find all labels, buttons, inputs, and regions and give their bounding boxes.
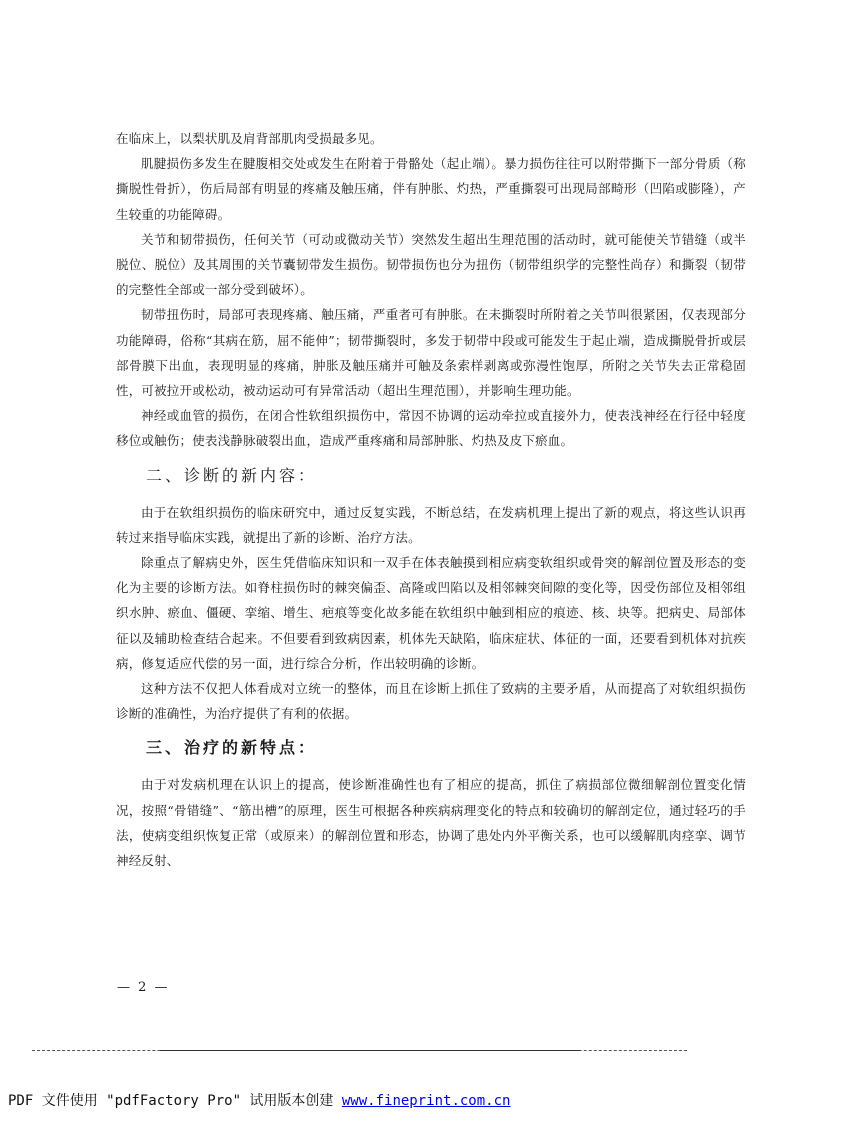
section-heading-treatment: 三、治疗的新特点： [146, 738, 318, 758]
paragraph: 关节和韧带损伤，任何关节（可动或微动关节）突然发生超出生理范围的活动时，就可能使关节错缝（或半脱位、脱位）及其周围的关节囊韧带发生损伤。韧带损伤也分为扭伤（韧带组织学的完整性尚存）和撕裂（韧带的完整性全部或一部分受到破坏）。 [116, 231, 746, 298]
section-heading-diagnosis: 二、诊断的新内容： [146, 465, 318, 485]
footer-text: PDF 文件使用 "pdfFactory Pro" 试用版本创建 [8, 1093, 342, 1109]
paragraph: 由于对发病机理在认识上的提高，使诊断准确性也有了相应的提高，抓住了病损部位微细解剖位置变化情况，按照“骨错缝”、“筋出槽”的原理，医生可根据各种疾病病理变化的特点和较确切的解剖定位，通过轻巧的手法，使病变组织恢复正常（或原来）的解剖位置和形态，协调了患处内外平衡关系，也可以缓解肌肉痉挛、调节神经反射、 [116, 777, 746, 869]
footer-link[interactable]: www.fineprint.com.cn [341, 1093, 511, 1109]
paragraph: 这种方法不仅把人体看成对立统一的整体，而且在诊断上抓住了致病的主要矛盾，从而提高了对软组织损伤诊断的准确性，为治疗提供了有利的依据。 [116, 681, 746, 722]
page-number: — 2 — [117, 980, 170, 995]
paragraph: 在临床上，以梨状肌及肩背部肌肉受损最多见。 [116, 131, 383, 146]
paragraph: 由于在软组织损伤的临床研究中，通过反复实践，不断总结，在发病机理上提出了新的观点，将这些认识再转过来指导临床实践，就提出了新的诊断、治疗方法。 [116, 504, 746, 545]
body-text [116, 126, 746, 873]
pdf-footer [8, 1090, 510, 1110]
paragraph: 神经或血管的损伤，在闭合性软组织损伤中，常因不协调的运动牵拉或直接外力，使表浅神经在行径中轻度移位或触伤；使表浅静脉破裂出血，造成严重疼痛和局部肿胀、灼热及皮下瘀血。 [116, 408, 746, 449]
paragraph: 肌腱损伤多发生在腱腹相交处或发生在附着于骨骼处（起止端）。暴力损伤往往可以附带撕下一部分骨质（称撕脱性骨折），伤后局部有明显的疼痛及触压痛，伴有肿胀、灼热，严重撕裂可出现局部畸形（凹陷或膨隆），产生较重的功能障碍。 [116, 156, 746, 222]
paragraph: 除重点了解病史外，医生凭借临床知识和一双手在体表触摸到相应病变软组织或骨突的解剖位置及形态的变化为主要的诊断方法。如脊柱损伤时的棘突偏歪、高隆或凹陷以及相邻棘突间隙的变化等，因受伤部位及相邻组织水肿、瘀血、僵硬、挛缩、增生、疤痕等变化故多能在软组织中触到相应的痕迹、核、块等。把病史、局部体征以及辅助检查结合起来。不但要看到致病因素，机体先天缺陷，临床症状、体征的一面，还要看到机体对抗疾病，修复适应代偿的另一面，进行综合分析，作出较明确的诊断。 [116, 555, 746, 671]
scan-edge-line [160, 1050, 580, 1051]
paragraph: 韧带扭伤时，局部可表现疼痛、触压痛，严重者可有肿胀。在未撕裂时所附着之关节叫很紧困，仅表现部分功能障碍，俗称“其病在筋，屈不能伸”；韧带撕裂时，多发于韧带中段或可能发生于起止端，造成撕脱骨折或层部骨膜下出血，表现明显的疼痛，肿胀及触压痛并可触及条索样剥离或弥漫性饱厚，所附之关节失去正常稳固性，可被拉开或松动，被动运动可有异常活动（超出生理范围），并影响生理功能。 [116, 307, 746, 399]
